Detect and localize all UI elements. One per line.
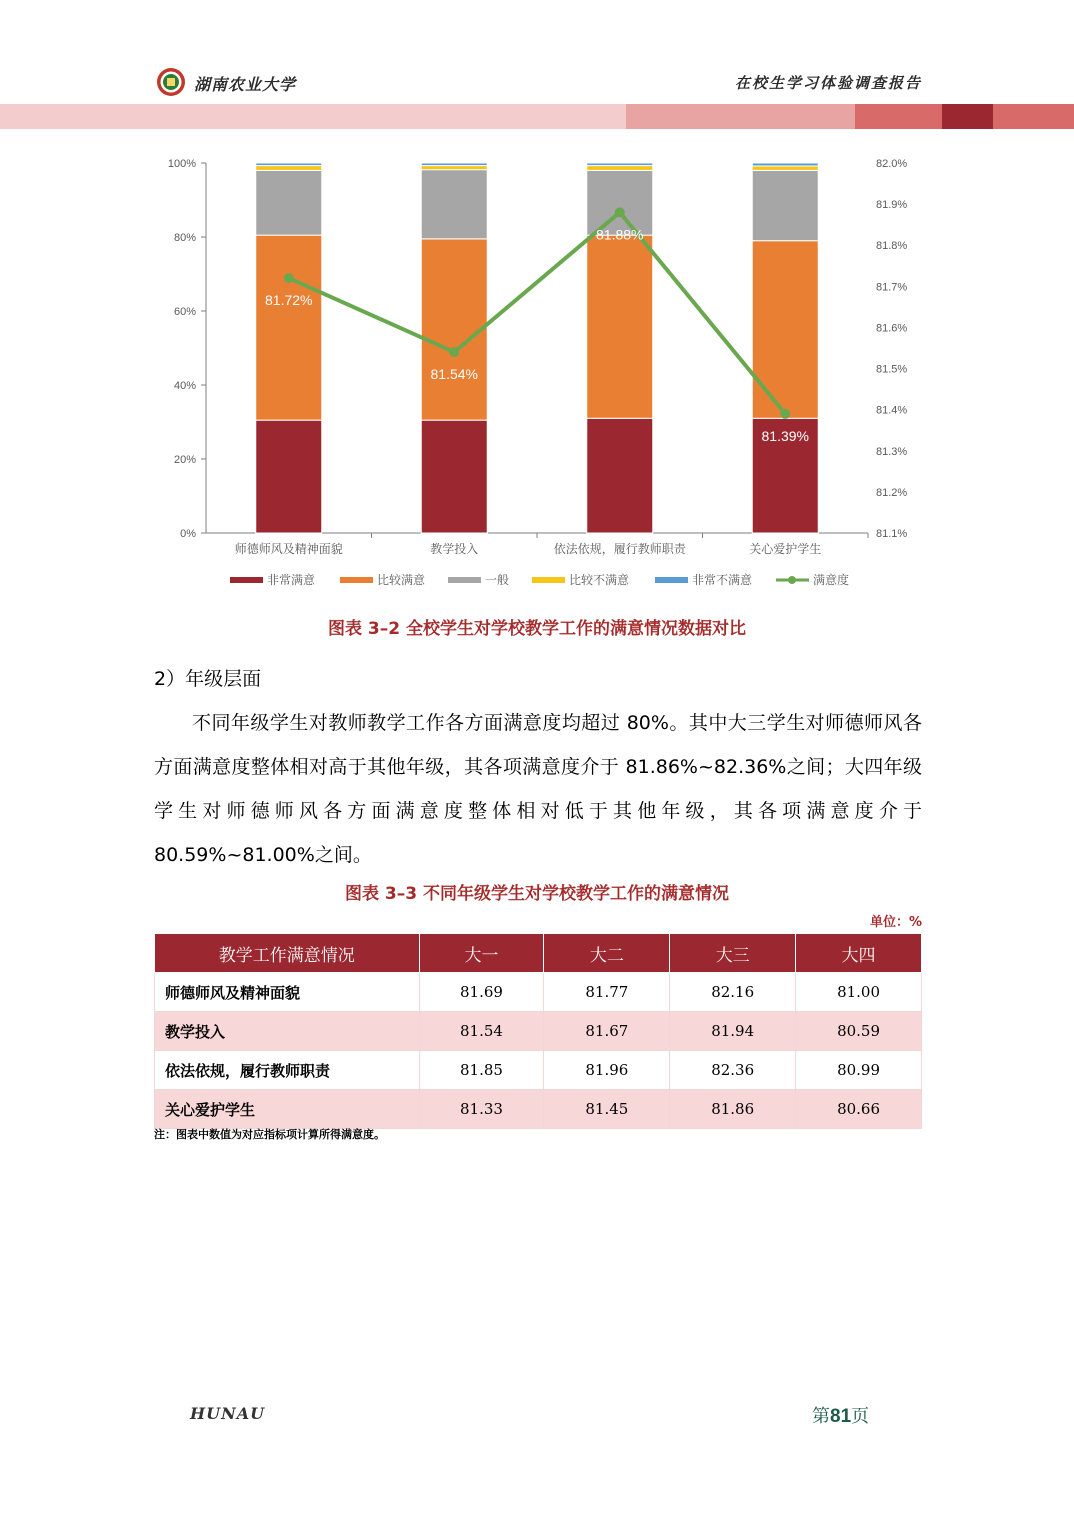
table-cell: 81.45 [544, 1090, 670, 1129]
grade-satisfaction-table [154, 933, 922, 1129]
table-header-cell: 大二 [544, 934, 670, 973]
bar-segment [421, 239, 487, 420]
header-band [993, 104, 1074, 129]
x-tick-label: 依法依规，履行教师职责 [553, 542, 686, 556]
legend-swatch-marker [788, 576, 796, 584]
bar-segment [256, 166, 322, 171]
chart-svg [150, 150, 930, 600]
table-note: 注：图表中数值为对应指标项计算所得满意度。 [154, 1128, 385, 1141]
bar-segment [421, 163, 487, 166]
header-band [626, 104, 855, 129]
legend-swatch [448, 577, 481, 583]
legend-swatch [340, 577, 373, 583]
y-left-tick-label: 80% [173, 232, 196, 244]
legend-label: 非常不满意 [692, 573, 753, 587]
bar-segment [256, 420, 322, 533]
header-color-bands [0, 104, 1074, 129]
legend-label: 非常满意 [267, 573, 316, 587]
section-heading: 2）年级层面 [154, 668, 262, 690]
y-right-tick-label: 81.6% [876, 322, 908, 335]
paragraph-text: 不同年级学生对教师教学工作各方面满意度均超过 80%。其中大三学生对师德师风各方面满意度整体相对高于其他年级，其各项满意度介于 81.86%~82.36%之间；大四年级学生对师德师风各方面满意度整体相对低于其他年级，其各项满意度介于 80.59%~81.00%之间。 [154, 712, 922, 866]
table-row [155, 973, 922, 1012]
satisfaction-point [780, 409, 790, 419]
page-number [812, 1402, 869, 1428]
table-header-cell: 教学工作满意情况 [155, 934, 420, 973]
legend-swatch [655, 577, 688, 583]
bar-segment [421, 420, 487, 533]
bar-segment [421, 166, 487, 170]
y-right-tick-label: 81.4% [876, 404, 908, 417]
y-right-tick-label: 81.8% [876, 240, 908, 253]
table-cell: 80.66 [796, 1090, 922, 1129]
header-band [942, 104, 993, 129]
data-label: 81.54% [430, 366, 478, 383]
table-cell: 82.36 [670, 1051, 796, 1090]
data-label: 81.39% [761, 427, 809, 444]
legend-label: 比较满意 [377, 573, 426, 587]
x-tick-label: 关心爱护学生 [749, 542, 822, 556]
table-cell: 81.85 [419, 1051, 544, 1090]
satisfaction-point [615, 207, 625, 217]
table-cell: 81.86 [670, 1090, 796, 1129]
table-header-cell: 大四 [796, 934, 922, 973]
satisfaction-point [284, 273, 294, 283]
university-seal-icon [156, 67, 186, 97]
legend-label: 比较不满意 [569, 573, 630, 587]
table-row [155, 1090, 922, 1129]
page-header [0, 0, 1074, 130]
y-left-tick-label: 0% [180, 528, 196, 540]
row-label: 教学投入 [155, 1012, 420, 1051]
table-unit: 单位：% [869, 915, 922, 930]
table-cell: 80.59 [796, 1012, 922, 1051]
row-label: 师德师风及精神面貌 [155, 973, 420, 1012]
x-tick-label: 教学投入 [430, 542, 479, 556]
bar-segment [587, 166, 653, 171]
x-tick-label: 师德师风及精神面貌 [234, 542, 343, 556]
page-number-value: 81 [830, 1406, 852, 1427]
y-right-tick-label: 82.0% [876, 158, 908, 170]
bar-segment [587, 235, 653, 418]
table-cell: 81.96 [544, 1051, 670, 1090]
table-cell: 81.33 [419, 1090, 544, 1129]
page-prefix: 第 [812, 1406, 830, 1427]
y-right-tick-label: 81.5% [876, 363, 908, 376]
bar-segment [752, 170, 818, 240]
bar-segment [587, 163, 653, 166]
y-left-tick-label: 40% [173, 380, 196, 392]
section-paragraph [154, 701, 922, 877]
data-label: 81.88% [596, 226, 644, 243]
table-caption: 图表 3–3 不同年级学生对学校教学工作的满意情况 [345, 884, 729, 904]
data-label: 81.72% [265, 292, 313, 309]
bar-segment [587, 418, 653, 533]
table-header-cell: 大三 [670, 934, 796, 973]
bar-segment [256, 235, 322, 420]
bar-segment [421, 170, 487, 239]
y-left-tick-label: 60% [173, 306, 196, 318]
y-right-tick-label: 81.7% [876, 281, 908, 294]
table-row [155, 1051, 922, 1090]
table-header-cell: 大一 [419, 934, 544, 973]
legend-label: 一般 [485, 573, 510, 587]
table-cell: 81.00 [796, 973, 922, 1012]
row-label: 依法依规，履行教师职责 [155, 1051, 420, 1090]
y-right-tick-label: 81.2% [876, 486, 908, 499]
legend-swatch [230, 577, 263, 583]
satisfaction-chart [150, 150, 930, 600]
header-band [855, 104, 942, 129]
university-name: 湖南农业大学 [194, 75, 297, 94]
report-title: 在校生学习体验调查报告 [734, 74, 922, 92]
row-label: 关心爱护学生 [155, 1090, 420, 1129]
satisfaction-line [289, 212, 786, 413]
header-band [0, 104, 626, 129]
table-header-row [155, 934, 922, 973]
page-suffix: 页 [851, 1406, 870, 1427]
table-cell: 81.77 [544, 973, 670, 1012]
table-row [155, 1012, 922, 1051]
table-cell: 81.54 [419, 1012, 544, 1051]
legend-swatch [532, 577, 565, 583]
bar-segment [256, 163, 322, 166]
bar-segment [752, 163, 818, 166]
table-cell: 80.99 [796, 1051, 922, 1090]
table-cell: 81.94 [670, 1012, 796, 1051]
bar-segment [752, 166, 818, 170]
satisfaction-point [449, 347, 459, 357]
table-cell: 81.67 [544, 1012, 670, 1051]
footer-logo: HUNAU [190, 1404, 266, 1423]
chart-caption: 图表 3–2 全校学生对学校教学工作的满意情况数据对比 [328, 619, 746, 639]
y-left-tick-label: 20% [173, 454, 196, 466]
bar-segment [256, 170, 322, 235]
y-left-tick-label: 100% [167, 158, 196, 170]
bar-segment [752, 241, 818, 419]
y-right-tick-label: 81.3% [876, 445, 908, 458]
y-right-tick-label: 81.9% [876, 199, 908, 212]
legend-label: 满意度 [813, 573, 850, 587]
table-cell: 82.16 [670, 973, 796, 1012]
y-right-tick-label: 81.1% [876, 528, 908, 540]
table-cell: 81.69 [419, 973, 544, 1012]
